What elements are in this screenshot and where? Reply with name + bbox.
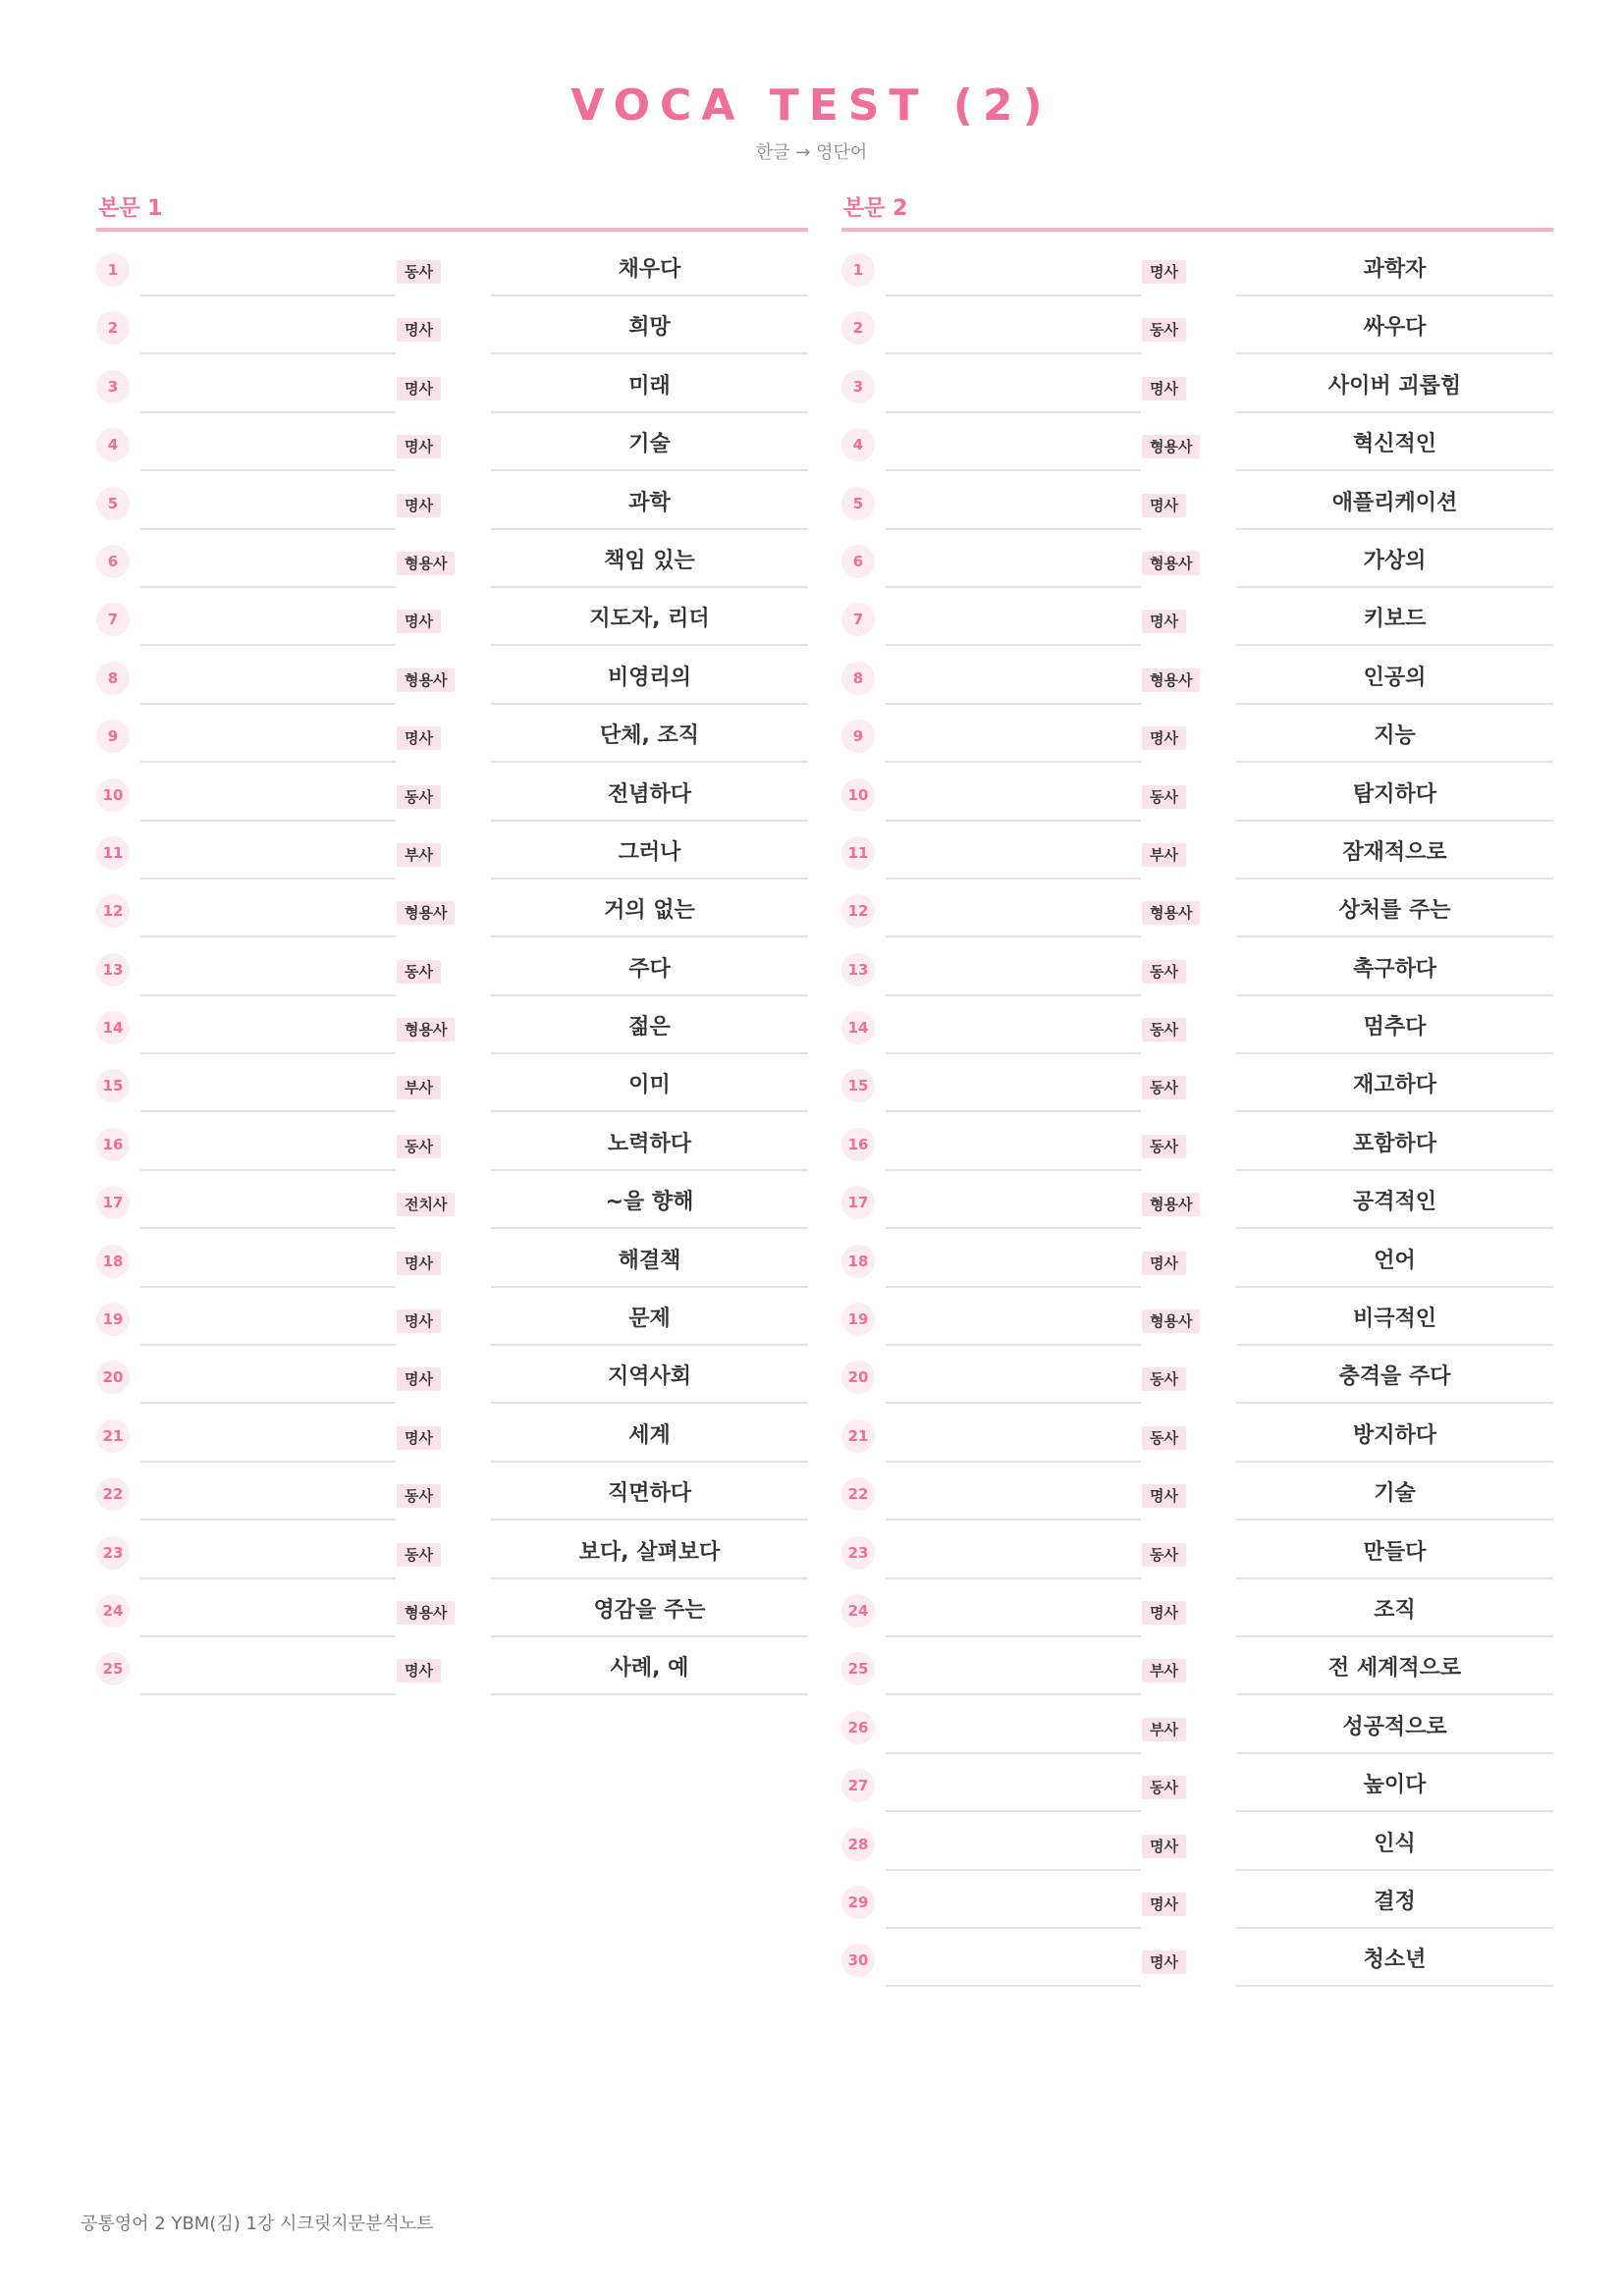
item-number: 15 [96, 1069, 130, 1102]
item-number: 19 [96, 1303, 130, 1336]
answer-blank[interactable] [140, 372, 396, 413]
korean-meaning: 가상의 [1236, 547, 1553, 588]
item-number: 6 [841, 545, 875, 578]
vocab-row [96, 1408, 808, 1466]
korean-meaning: 재고하다 [1236, 1071, 1553, 1112]
answer-blank[interactable] [886, 780, 1141, 822]
answer-blank[interactable] [140, 1247, 396, 1288]
item-number: 21 [841, 1419, 875, 1453]
part-of-speech-badge: 명사 [397, 1309, 441, 1333]
vocab-row [96, 1582, 808, 1640]
answer-blank[interactable] [886, 489, 1141, 530]
vocab-row [841, 533, 1553, 591]
part-of-speech-badge: 명사 [1142, 726, 1186, 750]
item-number: 25 [841, 1652, 875, 1685]
korean-meaning: 높이다 [1236, 1771, 1553, 1812]
item-number: 21 [96, 1419, 130, 1453]
vocab-row [841, 1582, 1553, 1640]
answer-blank[interactable] [886, 1362, 1141, 1404]
korean-meaning: 미래 [491, 372, 808, 413]
korean-meaning: 촉구하다 [1236, 955, 1553, 996]
vocab-row [96, 358, 808, 416]
vocab-row [841, 1524, 1553, 1582]
answer-blank[interactable] [140, 1188, 396, 1229]
part-of-speech-badge: 동사 [1142, 1018, 1186, 1041]
section-1 [96, 194, 808, 1699]
vocab-row [96, 882, 808, 940]
part-of-speech-badge: 형용사 [1142, 552, 1200, 575]
answer-blank[interactable] [140, 1538, 396, 1579]
vocab-row [841, 299, 1553, 357]
korean-meaning: 방지하다 [1236, 1421, 1553, 1463]
korean-meaning: 영감을 주는 [491, 1596, 808, 1637]
korean-meaning: 직면하다 [491, 1479, 808, 1521]
answer-blank[interactable] [886, 838, 1141, 880]
answer-blank[interactable] [886, 1888, 1141, 1929]
korean-meaning: 세계 [491, 1421, 808, 1463]
vocab-row [96, 1116, 808, 1174]
vocab-row [96, 1291, 808, 1349]
part-of-speech-badge: 동사 [397, 1543, 441, 1567]
vocab-row [841, 941, 1553, 999]
answer-blank[interactable] [140, 1596, 396, 1637]
answer-blank[interactable] [886, 430, 1141, 471]
korean-meaning: ~을 향해 [491, 1188, 808, 1229]
answer-blank[interactable] [140, 1362, 396, 1404]
item-number: 1 [841, 253, 875, 287]
vocab-row [96, 1640, 808, 1698]
vocab-row [96, 1233, 808, 1291]
item-number: 27 [841, 1769, 875, 1802]
part-of-speech-badge: 부사 [397, 1076, 441, 1099]
part-of-speech-badge: 동사 [1142, 318, 1186, 342]
answer-blank[interactable] [886, 1013, 1141, 1054]
korean-meaning: 희망 [491, 313, 808, 354]
vocab-row [96, 241, 808, 299]
answer-blank[interactable] [140, 1071, 396, 1112]
vocab-row [841, 1466, 1553, 1523]
part-of-speech-badge: 동사 [397, 1484, 441, 1508]
item-number: 6 [96, 545, 130, 578]
answer-blank[interactable] [886, 1071, 1141, 1112]
korean-meaning: 인식 [1236, 1830, 1553, 1871]
vocab-row [96, 650, 808, 708]
answer-blank[interactable] [140, 1479, 396, 1521]
part-of-speech-badge: 형용사 [397, 668, 455, 692]
part-of-speech-badge: 동사 [397, 785, 441, 809]
item-number: 18 [841, 1245, 875, 1278]
korean-meaning: 책임 있는 [491, 547, 808, 588]
part-of-speech-badge: 부사 [1142, 1659, 1186, 1682]
korean-meaning: 사이버 괴롭힘 [1236, 372, 1553, 413]
vocab-row [841, 241, 1553, 299]
item-number: 7 [96, 603, 130, 636]
item-number: 28 [841, 1828, 875, 1861]
korean-meaning: 주다 [491, 955, 808, 996]
korean-meaning: 공격적인 [1236, 1188, 1553, 1229]
part-of-speech-badge: 부사 [397, 843, 441, 867]
page-footer: 공통영어 2 YBM(김) 1강 시크릿지문분석노트 [81, 2214, 434, 2234]
part-of-speech-badge: 명사 [397, 435, 441, 458]
vocab-row [96, 708, 808, 766]
answer-blank[interactable] [886, 1421, 1141, 1463]
part-of-speech-badge: 명사 [1142, 1950, 1186, 1974]
part-of-speech-badge: 명사 [1142, 377, 1186, 400]
vocab-row [841, 1116, 1553, 1174]
vocab-row [841, 650, 1553, 708]
vocab-row [841, 416, 1553, 474]
part-of-speech-badge: 명사 [1142, 1484, 1186, 1508]
vocab-row [96, 999, 808, 1057]
answer-blank[interactable] [140, 721, 396, 763]
answer-blank[interactable] [140, 1654, 396, 1695]
vocab-row [96, 1057, 808, 1115]
vocab-row [96, 416, 808, 474]
korean-meaning: 과학 [491, 489, 808, 530]
part-of-speech-badge: 명사 [397, 1367, 441, 1391]
answer-blank[interactable] [886, 664, 1141, 705]
vocab-row [96, 767, 808, 825]
vocab-row [841, 475, 1553, 533]
answer-blank[interactable] [140, 255, 396, 296]
korean-meaning: 노력하다 [491, 1130, 808, 1171]
korean-meaning: 비영리의 [491, 664, 808, 705]
vocab-row [841, 591, 1553, 649]
part-of-speech-badge: 명사 [397, 610, 441, 633]
item-number: 2 [841, 311, 875, 345]
vocab-row [841, 1932, 1553, 1990]
vocab-row [841, 1640, 1553, 1698]
korean-meaning: 포함하다 [1236, 1130, 1553, 1171]
korean-meaning: 만들다 [1236, 1538, 1553, 1579]
part-of-speech-badge: 형용사 [397, 1601, 455, 1625]
vocab-row [841, 999, 1553, 1057]
part-of-speech-badge: 형용사 [397, 901, 455, 925]
vocab-row [96, 1174, 808, 1232]
vocab-row [841, 1699, 1553, 1757]
korean-meaning: 사례, 예 [491, 1654, 808, 1695]
vocab-row [96, 825, 808, 882]
answer-blank[interactable] [140, 838, 396, 880]
item-number: 20 [841, 1361, 875, 1394]
answer-blank[interactable] [886, 1830, 1141, 1871]
korean-meaning: 젊은 [491, 1013, 808, 1054]
part-of-speech-badge: 명사 [1142, 494, 1186, 517]
item-number: 20 [96, 1361, 130, 1394]
part-of-speech-badge: 동사 [397, 260, 441, 284]
vocab-row [96, 475, 808, 533]
vocab-row [841, 1757, 1553, 1815]
korean-meaning: 싸우다 [1236, 313, 1553, 354]
answer-blank[interactable] [140, 780, 396, 822]
item-number: 12 [841, 894, 875, 928]
page-header [0, 79, 1623, 165]
answer-blank[interactable] [140, 313, 396, 354]
vocab-row [841, 825, 1553, 882]
korean-meaning: 키보드 [1236, 605, 1553, 646]
answer-blank[interactable] [886, 1654, 1141, 1695]
part-of-speech-badge: 명사 [397, 377, 441, 400]
item-number: 16 [841, 1128, 875, 1161]
korean-meaning: 청소년 [1236, 1946, 1553, 1987]
korean-meaning: 탐지하다 [1236, 780, 1553, 822]
vocab-row [96, 1466, 808, 1523]
vocab-row [96, 533, 808, 591]
answer-blank[interactable] [886, 1130, 1141, 1171]
korean-meaning: 채우다 [491, 255, 808, 296]
vocab-row [841, 1816, 1553, 1874]
page-subtitle: 한글 → 영단어 [755, 142, 868, 163]
korean-meaning: 애플리케이션 [1236, 489, 1553, 530]
vocab-list [841, 241, 1553, 1991]
korean-meaning: 기술 [491, 430, 808, 471]
korean-meaning: 결정 [1236, 1888, 1553, 1929]
item-number: 16 [96, 1128, 130, 1161]
answer-blank[interactable] [886, 1713, 1141, 1754]
answer-blank[interactable] [886, 605, 1141, 646]
page-title: VOCA TEST (2) [570, 80, 1053, 131]
vocab-row [841, 1057, 1553, 1115]
answer-blank[interactable] [140, 1421, 396, 1463]
part-of-speech-badge: 명사 [1142, 610, 1186, 633]
korean-meaning: 기술 [1236, 1479, 1553, 1521]
part-of-speech-badge: 동사 [1142, 1543, 1186, 1567]
korean-meaning: 해결책 [491, 1247, 808, 1288]
answer-blank[interactable] [140, 1013, 396, 1054]
answer-blank[interactable] [886, 721, 1141, 763]
item-number: 4 [96, 428, 130, 461]
answer-blank[interactable] [140, 605, 396, 646]
vocab-row [841, 1349, 1553, 1407]
answer-blank[interactable] [140, 1305, 396, 1346]
answer-blank[interactable] [140, 489, 396, 530]
item-number: 29 [841, 1886, 875, 1919]
part-of-speech-badge: 명사 [397, 494, 441, 517]
answer-blank[interactable] [140, 664, 396, 705]
item-number: 8 [841, 662, 875, 695]
vocab-row [96, 1349, 808, 1407]
item-number: 3 [841, 370, 875, 403]
part-of-speech-badge: 명사 [397, 1426, 441, 1450]
part-of-speech-badge: 형용사 [397, 552, 455, 575]
answer-blank[interactable] [140, 430, 396, 471]
item-number: 11 [96, 836, 130, 870]
vocab-row [841, 882, 1553, 940]
item-number: 4 [841, 428, 875, 461]
korean-meaning: 전념하다 [491, 780, 808, 822]
part-of-speech-badge: 형용사 [1142, 1193, 1200, 1216]
answer-blank[interactable] [886, 1305, 1141, 1346]
korean-meaning: 멈추다 [1236, 1013, 1553, 1054]
part-of-speech-badge: 동사 [1142, 1426, 1186, 1450]
korean-meaning: 상처를 주는 [1236, 896, 1553, 937]
vocab-row [96, 941, 808, 999]
korean-meaning: 조직 [1236, 1596, 1553, 1637]
answer-blank[interactable] [886, 1188, 1141, 1229]
answer-blank[interactable] [886, 372, 1141, 413]
korean-meaning: 인공의 [1236, 664, 1553, 705]
item-number: 2 [96, 311, 130, 345]
item-number: 3 [96, 370, 130, 403]
item-number: 23 [96, 1536, 130, 1570]
item-number: 26 [841, 1711, 875, 1744]
answer-blank[interactable] [140, 1130, 396, 1171]
item-number: 14 [96, 1011, 130, 1044]
part-of-speech-badge: 동사 [1142, 1367, 1186, 1391]
vocab-row [841, 767, 1553, 825]
part-of-speech-badge: 전치사 [397, 1193, 455, 1216]
part-of-speech-badge: 부사 [1142, 843, 1186, 867]
item-number: 17 [96, 1186, 130, 1219]
item-number: 9 [96, 720, 130, 753]
korean-meaning: 그러나 [491, 838, 808, 880]
part-of-speech-badge: 명사 [1142, 1835, 1186, 1858]
korean-meaning: 지역사회 [491, 1362, 808, 1404]
korean-meaning: 전 세계적으로 [1236, 1654, 1553, 1695]
vocab-row [841, 1174, 1553, 1232]
part-of-speech-badge: 명사 [397, 318, 441, 342]
item-number: 9 [841, 720, 875, 753]
part-of-speech-badge: 부사 [1142, 1718, 1186, 1741]
answer-blank[interactable] [886, 1538, 1141, 1579]
korean-meaning: 문제 [491, 1305, 808, 1346]
part-of-speech-badge: 형용사 [1142, 668, 1200, 692]
korean-meaning: 언어 [1236, 1247, 1553, 1288]
answer-blank[interactable] [140, 896, 396, 937]
item-number: 13 [96, 953, 130, 987]
answer-blank[interactable] [140, 547, 396, 588]
part-of-speech-badge: 동사 [397, 1135, 441, 1158]
vocab-row [841, 708, 1553, 766]
korean-meaning: 단체, 조직 [491, 721, 808, 763]
vocab-row [96, 591, 808, 649]
answer-blank[interactable] [886, 255, 1141, 296]
part-of-speech-badge: 명사 [1142, 1601, 1186, 1625]
answer-blank[interactable] [886, 1596, 1141, 1637]
item-number: 11 [841, 836, 875, 870]
item-number: 30 [841, 1944, 875, 1977]
item-number: 1 [96, 253, 130, 287]
korean-meaning: 충격을 주다 [1236, 1362, 1553, 1404]
item-number: 23 [841, 1536, 875, 1570]
answer-blank[interactable] [886, 547, 1141, 588]
vocab-row [841, 1408, 1553, 1466]
vocab-row [841, 1233, 1553, 1291]
part-of-speech-badge: 동사 [397, 960, 441, 984]
item-number: 15 [841, 1069, 875, 1102]
korean-meaning: 이미 [491, 1071, 808, 1112]
answer-blank[interactable] [140, 955, 396, 996]
item-number: 5 [841, 487, 875, 520]
part-of-speech-badge: 형용사 [1142, 1309, 1200, 1333]
vocab-list [96, 241, 808, 1699]
item-number: 12 [96, 894, 130, 928]
korean-meaning: 혁신적인 [1236, 430, 1553, 471]
part-of-speech-badge: 동사 [1142, 785, 1186, 809]
vocab-row [841, 358, 1553, 416]
part-of-speech-badge: 명사 [397, 726, 441, 750]
item-number: 24 [96, 1594, 130, 1628]
item-number: 17 [841, 1186, 875, 1219]
section-title: 본문 2 [841, 194, 1553, 232]
item-number: 10 [96, 778, 130, 812]
answer-blank[interactable] [886, 955, 1141, 996]
item-number: 14 [841, 1011, 875, 1044]
part-of-speech-badge: 명사 [1142, 260, 1186, 284]
answer-blank[interactable] [886, 1479, 1141, 1521]
korean-meaning: 과학자 [1236, 255, 1553, 296]
vocab-row [841, 1291, 1553, 1349]
answer-blank[interactable] [886, 1946, 1141, 1987]
korean-meaning: 보다, 살펴보다 [491, 1538, 808, 1579]
item-number: 24 [841, 1594, 875, 1628]
item-number: 19 [841, 1303, 875, 1336]
item-number: 18 [96, 1245, 130, 1278]
part-of-speech-badge: 형용사 [1142, 901, 1200, 925]
part-of-speech-badge: 동사 [1142, 1776, 1186, 1799]
item-number: 25 [96, 1652, 130, 1685]
answer-blank[interactable] [886, 313, 1141, 354]
part-of-speech-badge: 명사 [1142, 1252, 1186, 1275]
item-number: 22 [841, 1477, 875, 1511]
korean-meaning: 거의 없는 [491, 896, 808, 937]
vocab-row [96, 299, 808, 357]
part-of-speech-badge: 명사 [1142, 1893, 1186, 1916]
part-of-speech-badge: 동사 [1142, 1076, 1186, 1099]
section-2 [841, 194, 1553, 1991]
section-title: 본문 1 [96, 194, 808, 232]
korean-meaning: 잠재적으로 [1236, 838, 1553, 880]
part-of-speech-badge: 명사 [397, 1252, 441, 1275]
item-number: 7 [841, 603, 875, 636]
korean-meaning: 비극적인 [1236, 1305, 1553, 1346]
korean-meaning: 성공적으로 [1236, 1713, 1553, 1754]
part-of-speech-badge: 형용사 [1142, 435, 1200, 458]
item-number: 10 [841, 778, 875, 812]
answer-blank[interactable] [886, 1771, 1141, 1812]
part-of-speech-badge: 명사 [397, 1659, 441, 1682]
vocab-row [96, 1524, 808, 1582]
part-of-speech-badge: 형용사 [397, 1018, 455, 1041]
vocab-row [841, 1874, 1553, 1932]
item-number: 13 [841, 953, 875, 987]
item-number: 8 [96, 662, 130, 695]
part-of-speech-badge: 동사 [1142, 1135, 1186, 1158]
korean-meaning: 지도자, 리더 [491, 605, 808, 646]
item-number: 5 [96, 487, 130, 520]
korean-meaning: 지능 [1236, 721, 1553, 763]
item-number: 22 [96, 1477, 130, 1511]
answer-blank[interactable] [886, 1247, 1141, 1288]
answer-blank[interactable] [886, 896, 1141, 937]
part-of-speech-badge: 동사 [1142, 960, 1186, 984]
